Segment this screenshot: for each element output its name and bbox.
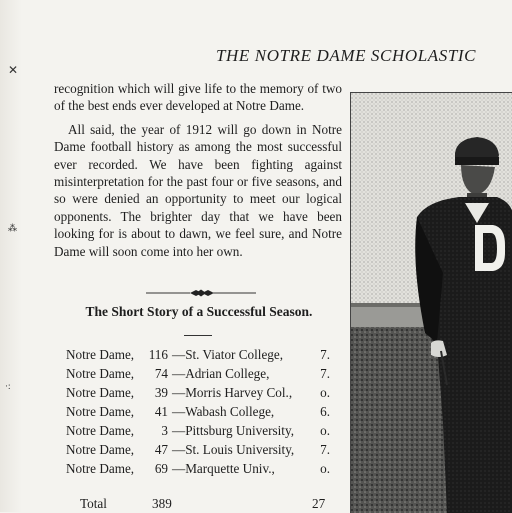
team-name: Notre Dame, (66, 423, 135, 438)
photo-scene (351, 93, 512, 513)
section-title: The Short Story of a Successful Season. (85, 304, 313, 319)
opponent-name: —Marquette Univ., (172, 461, 275, 476)
team-points: 3 (161, 423, 168, 438)
binding-mark: ·: (5, 381, 11, 391)
opponent-name: —Adrian College, (172, 366, 270, 381)
coach-photograph (350, 92, 512, 513)
score-row (66, 347, 336, 366)
score-row (66, 461, 336, 480)
opponent-points: o. (320, 423, 330, 438)
opponent-name: —St. Viator College, (172, 347, 284, 362)
binding-mark: ✕ (8, 63, 19, 77)
opponent-points: 7. (320, 442, 330, 457)
opponent-name: —Wabash College, (172, 404, 275, 419)
opponent-name: —St. Louis University, (172, 442, 295, 457)
paragraph-2: All said, the year of 1912 will go down in Notre Dame football history as among the most successful ever recorded. We have been fighting against misinterpretation for the past four or five seasons, and so were denied an opportunity to meet our logical opponents. The brighter day that we have been looking for is about to dawn, we feel sure, and Notre Dame will soon come into her own. (54, 121, 342, 259)
opponent-name: —Morris Harvey Col., (172, 385, 293, 400)
total-opponent-points: 27 (312, 496, 326, 511)
team-points: 69 (154, 461, 168, 476)
score-row (66, 366, 336, 385)
score-row (66, 404, 336, 423)
paragraph-1: recognition which will give life to the memory of two of the best ends ever developed at Notre Dame. (54, 81, 342, 114)
team-name: Notre Dame, (66, 385, 135, 400)
team-name: Notre Dame, (66, 442, 135, 457)
section-divider-ornament (146, 287, 256, 299)
team-name: Notre Dame, (66, 404, 135, 419)
team-name: Notre Dame, (66, 347, 135, 362)
team-points: 39 (154, 385, 168, 400)
total-label: Total (80, 496, 107, 511)
opponent-points: o. (320, 385, 330, 400)
score-row (66, 442, 336, 461)
team-points: 74 (154, 366, 168, 381)
team-name: Notre Dame, (66, 461, 135, 476)
page-header: THE NOTRE DAME SCHOLASTIC (216, 46, 477, 65)
team-points: 116 (148, 347, 168, 362)
team-points: 41 (154, 404, 168, 419)
opponent-points: 6. (320, 404, 330, 419)
score-table (66, 347, 336, 480)
binding-mark: ⁂ (8, 223, 17, 233)
short-rule (184, 335, 212, 336)
total-points: 389 (152, 496, 172, 511)
opponent-points: 7. (320, 347, 330, 362)
team-name: Notre Dame, (66, 366, 135, 381)
score-row (66, 385, 336, 404)
score-row (66, 423, 336, 442)
team-points: 47 (154, 442, 168, 457)
opponent-points: 7. (320, 366, 330, 381)
opponent-name: —Pittsburg University, (172, 423, 294, 438)
article-body (54, 80, 342, 260)
opponent-points: o. (320, 461, 330, 476)
